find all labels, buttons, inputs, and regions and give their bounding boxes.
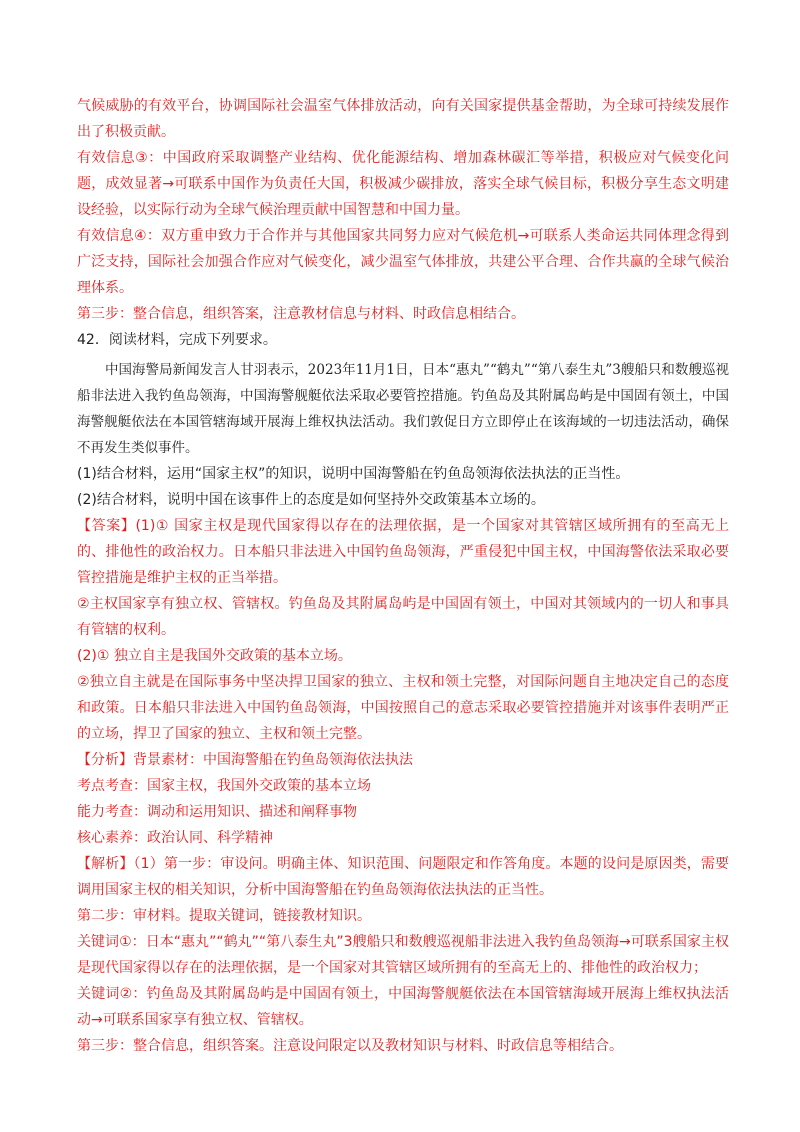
answer-paragraph-1: [77, 513, 729, 591]
explanation-text: （1）第一步：审设问。明确主体、知识范围、问题限定和作答角度。本题的设问是原因类，需要调用国家主权的相关知识，分析中国海警船在钓鱼岛领海依法执法的正当性。: [77, 856, 729, 898]
keyword-2: 关键词②：钓鱼岛及其附属岛屿是中国固有领土，中国海警舰艇依法在本国管辖海域开展海上维权执法活动→可联系国家享有独立权、管辖权。: [77, 986, 729, 1028]
analysis-label: 【分析】: [77, 752, 133, 768]
effective-info-4: 有效信息④：双方重申致力于合作并与其他国家共同努力应对气候危机→可联系人类命运共同体理念得到广泛支持，国际社会加强合作应对气候变化，减少温室气体排放，共建公平合理、合作共赢的全球气候治理体系。: [77, 228, 729, 296]
explanation-paragraph: [77, 851, 729, 903]
answer-1a-text: (1)① 国家主权是现代国家得以存在的法理依据，是一个国家对其管辖区域所拥有的至高无上的、排他性的政治权力。日本船只非法进入中国钓鱼岛领海，严重侵犯中国主权，中国海警依法采取必要管控措施是维护主权的正当举措。: [77, 518, 729, 586]
step-3: 第三步：整合信息，组织答案。注意设问限定以及教材知识与材料、时政信息等相结合。: [77, 1038, 623, 1054]
analysis-text: 背景素材：中国海警船在钓鱼岛领海依法执法: [133, 752, 413, 768]
step-3-previous: 第三步：整合信息，组织答案，注意教材信息与材料、时政信息相结合。: [77, 306, 525, 322]
exam-point: 考点考查：国家主权，我国外交政策的基本立场: [77, 778, 371, 794]
ability-check: 能力考查：调动和运用知识、描述和阐释事物: [77, 804, 357, 820]
document-body: [77, 93, 729, 1059]
reading-material: 中国海警局新闻发言人甘羽表示，2023年11月1日，日本“惠丸”“鹤丸”“第八泰生丸”3艘船只和数艘巡视船非法进入我钓鱼岛领海，中国海警舰艇依法采取必要管控措施。钓鱼岛及其附属岛屿是中国固有领土，中国海警舰艇依法在本国管辖海域开展海上维权执法活动。我们敦促日方立即停止在该海域的一切违法活动，确保不再发生类似事件。: [77, 362, 729, 456]
intro-paragraph: 气候威胁的有效平台，协调国际社会温室气体排放活动，向有关国家提供基金帮助，为全球可持续发展作出了积极贡献。: [77, 98, 729, 140]
effective-info-3: 有效信息③：中国政府采取调整产业结构、优化能源结构、增加森林碳汇等举措，积极应对气候变化问题，成效显著→可联系中国作为负责任大国，积极减少碳排放，落实全球气候目标，积极分享生态文明建设经验，以实际行动为全球气候治理贡献中国智慧和中国力量。: [77, 150, 729, 218]
step-2: 第二步：审材料。提取关键词，链接教材知识。: [77, 908, 371, 924]
question-42-title: 42．阅读材料，完成下列要求。: [77, 332, 277, 348]
question-42-part-2: (2)结合材料，说明中国在该事件上的态度是如何坚持外交政策基本立场的。: [77, 492, 545, 508]
question-42-part-1: (1)结合材料，运用“国家主权”的知识，说明中国海警船在钓鱼岛领海依法执法的正当性。: [77, 466, 630, 482]
explanation-label: 【解析】: [77, 856, 134, 872]
core-literacy: 核心素养：政治认同、科学精神: [77, 830, 273, 846]
answer-2b: ②独立自主就是在国际事务中坚决捍卫国家的独立、主权和领土完整，对国际问题自主地决定自己的态度和政策。日本船只非法进入中国钓鱼岛领海，中国按照自己的意志采取必要管控措施并对该事件表明严正的立场，捍卫了国家的独立、主权和领土完整。: [77, 674, 729, 742]
answer-label: 【答案】: [77, 518, 136, 534]
analysis-paragraph: [77, 747, 729, 773]
answer-1b: ②主权国家享有独立权、管辖权。钓鱼岛及其附属岛屿是中国固有领土，中国对其领域内的一切人和事具有管辖的权利。: [77, 596, 729, 638]
answer-2a: (2)① 独立自主是我国外交政策的基本立场。: [77, 648, 352, 664]
keyword-1: 关键词①：日本“惠丸”“鹤丸”“第八泰生丸”3艘船只和数艘巡视船非法进入我钓鱼岛领海→可联系国家主权是现代国家得以存在的法理依据，是一个国家对其管辖区域所拥有的至高无上的、排他性的政治权力；: [77, 934, 729, 976]
